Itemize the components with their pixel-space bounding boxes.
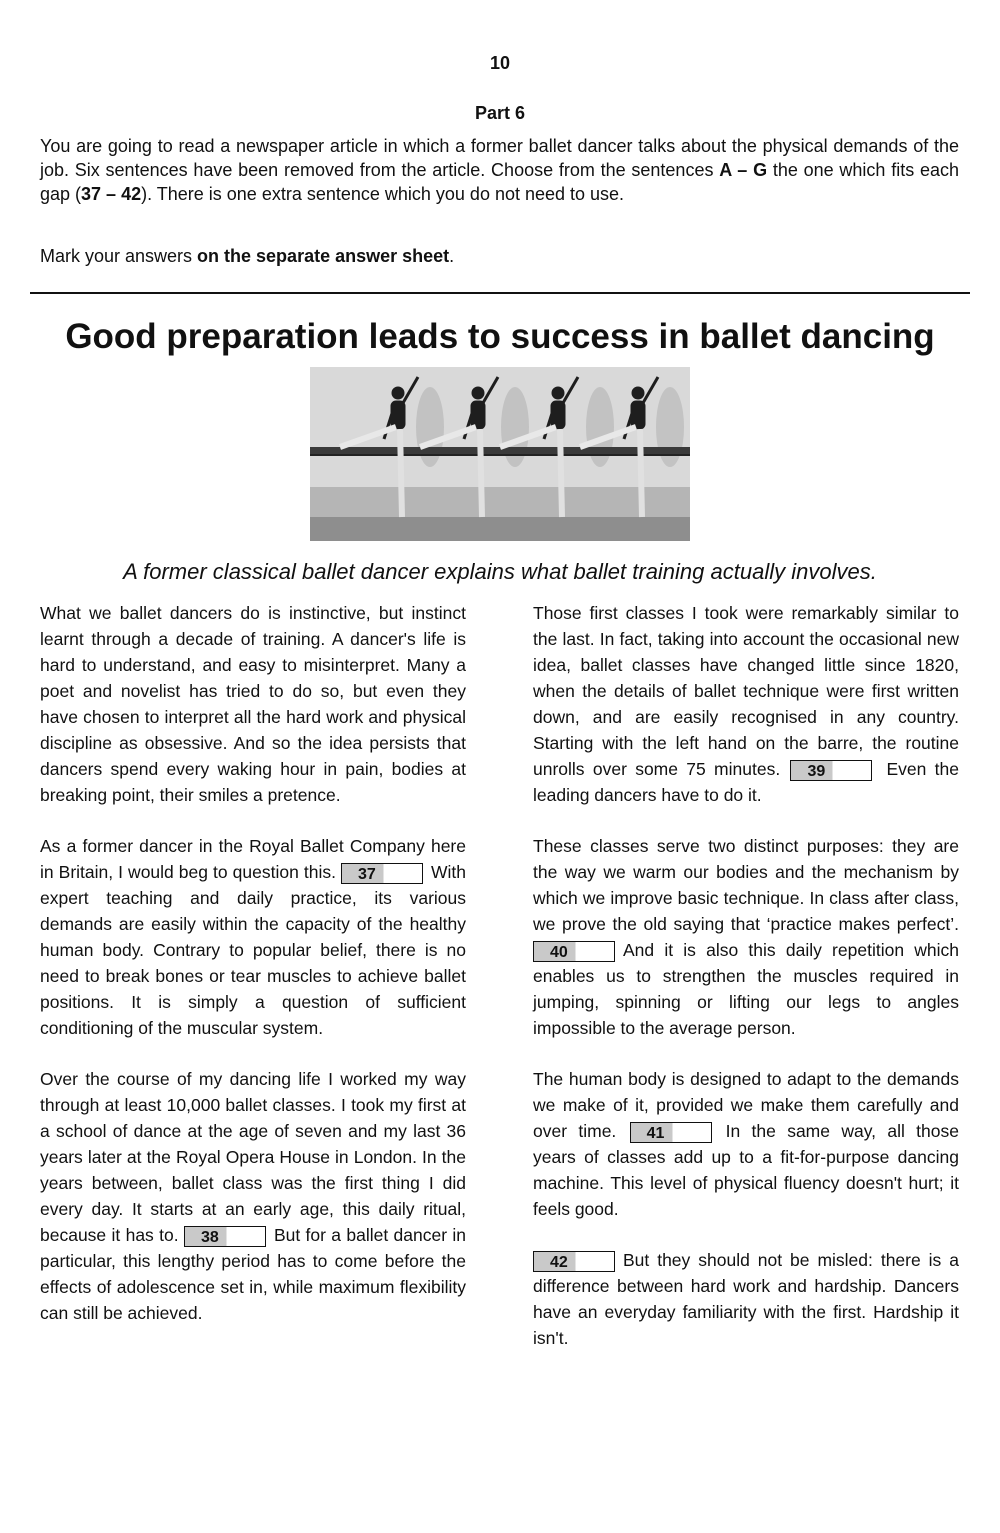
left-p3-text-b: But for a ballet dancer in particular, this lengthy period has to come before the effects of adolescence set in, while maximum flexibility can still be achieved.: [40, 1225, 466, 1323]
right-p1-text-a: Those first classes I took were remarkably similar to the last. In fact, taking into account the occasional new idea, ballet classes have changed little since 1820, when the details of ballet technique were first written down, and are easily recognised in any country. Starting with the left hand on the barre, the routine unrolls over some 75 minutes.: [533, 603, 959, 779]
left-p3-text-a: Over the course of my dancing life I worked my way through at least 10,000 ballet classes. I took my first at a school of dance at the age of seven and my last 36 years later at the Royal Opera House in London. In the years between, ballet class was the first thing I did every day. It starts at an early age, this daily ritual, because it has to.: [40, 1069, 466, 1245]
instructions-letter-range: A – G: [719, 160, 768, 180]
gap-41-answer-box[interactable]: 41: [630, 1122, 712, 1143]
instructions-number-range: 37 – 42: [81, 184, 142, 204]
ballet-dancers-illustration: [310, 367, 690, 541]
right-p2-text-b: And it is also this daily repetition which enables us to strengthen the muscles required in jumping, spinning or lifting our legs to angles impossible to the average person.: [533, 940, 959, 1038]
article-left-column: [40, 600, 466, 1351]
instructions-text-2: the one which fits each gap (: [40, 160, 959, 204]
mark-bold: on the separate answer sheet: [197, 246, 450, 266]
article-right-column: [533, 600, 959, 1376]
right-paragraph-1: [533, 600, 959, 808]
right-p2-text-a: These classes serve two distinct purposes: they are the way we warm our bodies and the mechanism by which we improve basic technique. In class after class, we prove the old saying that ‘practice makes perfect’.: [533, 836, 959, 934]
right-p4-text-b: But they should not be misled: there is a difference between hard work and hardship. Dancers have an everyday familiarity with the first. Hardship it isn't.: [533, 1250, 959, 1348]
section-divider: [30, 292, 970, 294]
ballet-dancers-photo: [310, 367, 690, 541]
gap-39-answer-box[interactable]: 39: [790, 760, 872, 781]
left-p2-text-b: With expert teaching and daily practice, its various demands are easily within the capacity of the healthy human body. Contrary to popular belief, there is no need to break bones or tear muscles to achieve ballet positions. It is simply a question of sufficient conditioning of the muscular system.: [40, 862, 466, 1038]
mark-prefix: Mark your answers: [40, 246, 198, 266]
article-title: Good preparation leads to success in ballet dancing: [65, 317, 935, 356]
gap-37-answer-box[interactable]: 37: [341, 863, 423, 884]
instructions-text-1: You are going to read a newspaper article in which a former ballet dancer talks about the physical demands of the job. Six sentences have been removed from the article. Choose from the sentences: [40, 136, 959, 180]
left-paragraph-3: [40, 1066, 466, 1326]
right-p1-text-b: Even the leading dancers have to do it.: [533, 759, 959, 805]
right-p3-text-a: The human body is designed to adapt to the demands we make of it, provided we make them carefully and over time.: [533, 1069, 959, 1141]
part-heading: Part 6: [474, 103, 526, 123]
mark-suffix: .: [449, 246, 455, 266]
right-paragraph-4: [533, 1247, 959, 1351]
page-number: 10: [489, 53, 511, 73]
instructions: [40, 134, 959, 206]
left-paragraph-1: What we ballet dancers do is instinctive, but instinct learnt through a decade of training. A dancer's life is hard to understand, and easy to misinterpret. Many a poet and novelist has tried to do so, but even they have chosen to interpret all the hard work and physical discipline as obsessive. And so the idea persists that dancers spend every waking hour in pain, bodies at breaking point, their smiles a pretence.: [40, 603, 466, 805]
right-paragraph-2: [533, 833, 959, 1041]
instructions-text-3: ). There is one extra sentence which you do not need to use.: [141, 184, 625, 204]
gap-40-answer-box[interactable]: 40: [533, 941, 615, 962]
left-p2-text-a: As a former dancer in the Royal Ballet Company here in Britain, I would beg to question this.: [40, 836, 466, 882]
right-paragraph-3: [533, 1066, 959, 1222]
gap-38-answer-box[interactable]: 38: [184, 1226, 266, 1247]
right-p3-text-b: In the same way, all those years of classes add up to a fit-for-purpose dancing machine. This level of physical fluency doesn't hurt; it feels good.: [533, 1121, 959, 1219]
left-paragraph-2: [40, 833, 466, 1041]
gap-42-answer-box[interactable]: 42: [533, 1251, 615, 1272]
article-subtitle: A former classical ballet dancer explains what ballet training actually involves.: [123, 559, 877, 584]
mark-answers-line: [40, 244, 959, 268]
